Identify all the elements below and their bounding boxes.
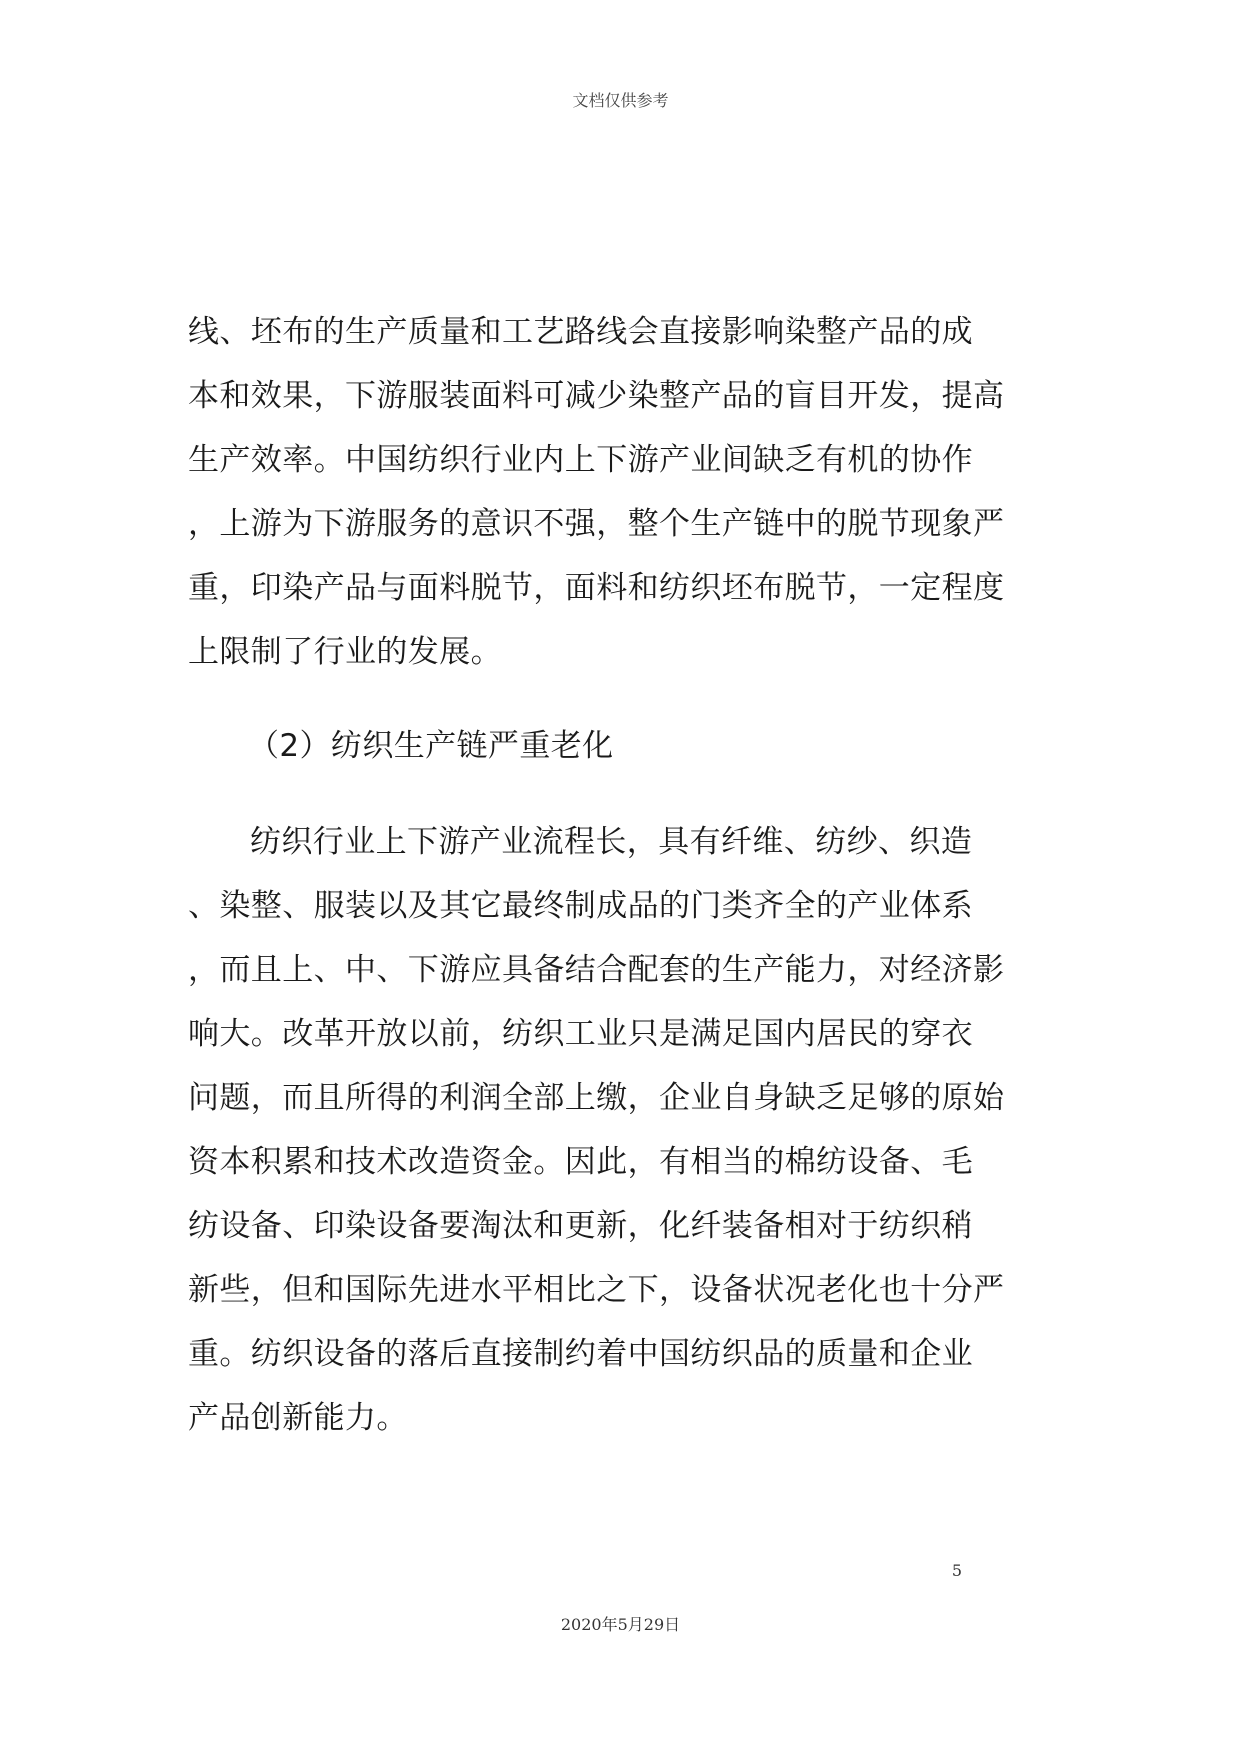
paragraph-2-line: 新些，但和国际先进水平相比之下，设备状况老化也十分严 xyxy=(188,1272,1005,1308)
section-heading: （2）纺织生产链严重老化 xyxy=(248,728,614,764)
paragraph-2-line: 问题，而且所得的利润全部上缴，企业自身缺乏足够的原始 xyxy=(188,1080,1005,1116)
page-footer-date: 2020年5月29日 xyxy=(560,1615,681,1634)
paragraph-2-line: 纺设备、印染设备要淘汰和更新，化纤装备相对于纺织稍 xyxy=(188,1208,973,1244)
paragraph-2-line: 纺织行业上下游产业流程长，具有纤维、纺纱、织造 xyxy=(250,824,973,860)
paragraph-2-line: ，而且上、中、下游应具备结合配套的生产能力，对经济影 xyxy=(188,952,1005,988)
page-number: 5 xyxy=(951,1561,962,1580)
paragraph-1-line: 本和效果，下游服装面料可减少染整产品的盲目开发，提高 xyxy=(188,378,1005,414)
paragraph-1-line: 上限制了行业的发展。 xyxy=(188,634,502,670)
paragraph-1-line: 生产效率。中国纺织行业内上下游产业间缺乏有机的协作 xyxy=(188,442,973,478)
paragraph-2-line: 产品创新能力。 xyxy=(188,1400,408,1436)
paragraph-2-line: 响大。改革开放以前，纺织工业只是满足国内居民的穿衣 xyxy=(188,1016,973,1052)
paragraph-1-line: ，上游为下游服务的意识不强，整个生产链中的脱节现象严 xyxy=(188,506,1005,542)
paragraph-1-line: 重，印染产品与面料脱节，面料和纺织坯布脱节，一定程度 xyxy=(188,570,1005,606)
paragraph-2-line: 、染整、服装以及其它最终制成品的门类齐全的产业体系 xyxy=(188,888,973,924)
paragraph-2-line: 重。纺织设备的落后直接制约着中国纺织品的质量和企业 xyxy=(188,1336,973,1372)
page-header: 文档仅供参考 xyxy=(572,91,669,110)
paragraph-2-line: 资本积累和技术改造资金。因此，有相当的棉纺设备、毛 xyxy=(188,1144,973,1180)
paragraph-1-line: 线、坯布的生产质量和工艺路线会直接影响染整产品的成 xyxy=(188,314,973,350)
